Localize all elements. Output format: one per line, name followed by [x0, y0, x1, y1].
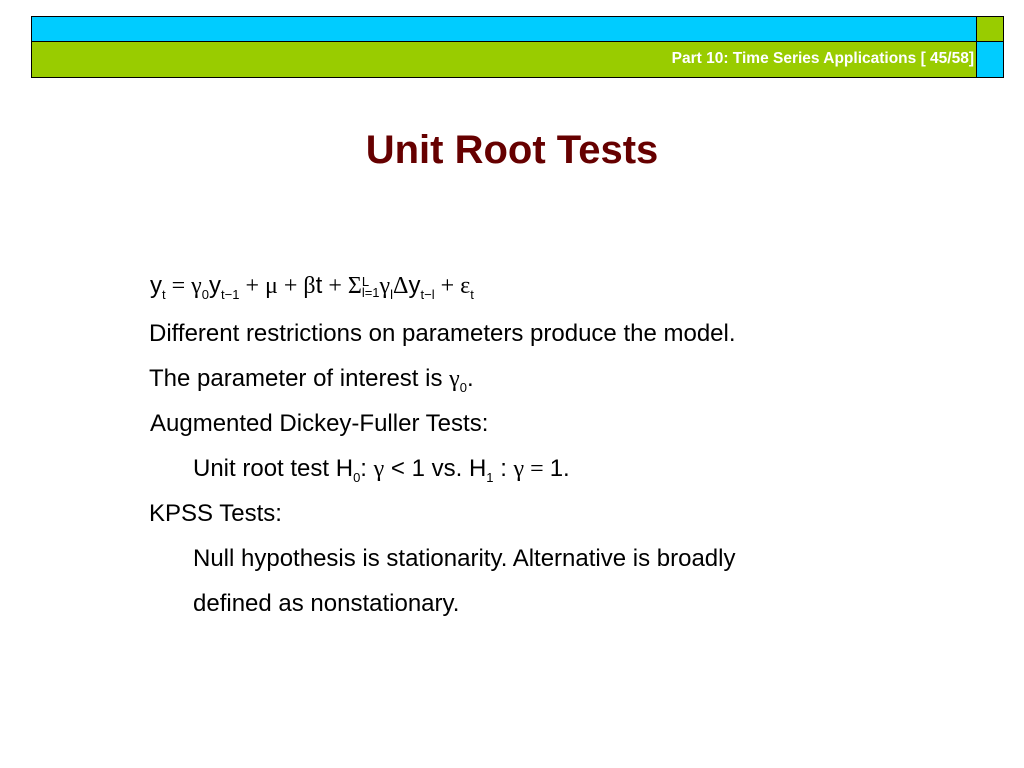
model-equation: $y_t = \gamma_0y_{t-1} + \mu + \beta t + \Sigma L$ $l=1\gamma_l\Delta y_{t-l} + \varepsilon_t$	[150, 272, 474, 302]
text-line-null-hypothesis: Null hypothesis is stationarity. Alternative is broadly	[193, 545, 736, 572]
header-corner-square-top	[977, 16, 1004, 42]
header-corner-square-bottom	[977, 42, 1004, 78]
text-line-unit-root-test: Unit root test $H_0$: γ < 1 vs. $H_1$ : γ = 1.	[193, 455, 570, 485]
text-line-parameter-of-interest: The parameter of interest is $\gamma_0$.	[149, 365, 474, 395]
text-line-restrictions: Different restrictions on parameters produce the model.	[149, 320, 736, 347]
text-line-adf-heading: Augmented Dickey-Fuller Tests:	[150, 410, 489, 437]
text-line-nonstationary: defined as nonstationary.	[193, 590, 460, 617]
slide-header-label: Part 10: Time Series Applications [ 45/58]	[671, 50, 974, 67]
slide-title: Unit Root Tests	[365, 128, 659, 172]
header-bar-top	[31, 16, 977, 42]
text-line-kpss-heading: KPSS Tests:	[149, 500, 282, 527]
